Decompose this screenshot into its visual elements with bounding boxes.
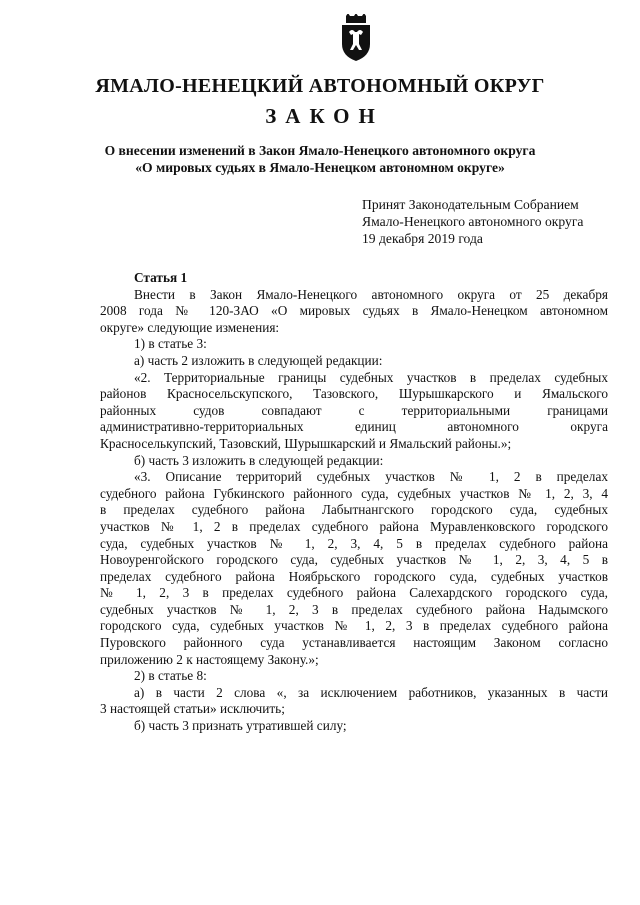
article-heading: Статья 1 <box>134 270 188 285</box>
subtitle-line: «О мировых судьях в Ямало-Ненецком автономном округе» <box>135 160 505 175</box>
article-text-line: судебного района Губкинского районного суда, судебных участков № 1, 2, 3, 4 <box>100 485 608 501</box>
article-body <box>100 270 608 735</box>
article-text-line: Красноселькупский, Тазовский, Шурышкарский и Ямальский районы.»; <box>100 435 512 451</box>
law-subtitle <box>0 142 640 176</box>
article-text-line: Внести в Закон Ямало-Ненецкого автономного округа от 25 декабря <box>134 286 608 302</box>
article-text-line: б) часть 3 изложить в следующей редакции: <box>134 452 384 468</box>
article-text-line: приложению 2 к настоящему Закону.»; <box>100 651 319 667</box>
article-text-line: Новоуренгойского городского суда, судебных участков № 1, 2, 3, 4, 5 в <box>100 552 608 568</box>
subtitle-line: О внесении изменений в Закон Ямало-Ненецкого автономного округа <box>104 143 536 158</box>
article-text-line: б) часть 3 признать утратившей силу; <box>134 718 347 734</box>
coat-of-arms-icon <box>337 14 375 62</box>
article-text-line: «3. Описание территорий судебных участков № 1, 2 в пределах <box>134 469 608 485</box>
adoption-line: Принят Законодательным Собранием <box>362 197 579 212</box>
article-text-line: районных судов совпадают с территориальными границами <box>100 402 608 418</box>
article-text-line: районов Красносельскупского, Тазовского, Шурышкарского и Ямальского <box>100 386 608 402</box>
adoption-line: Ямало-Ненецкого автономного округа <box>362 214 584 229</box>
adoption-date: 19 декабря 2019 года <box>362 231 483 246</box>
article-text-line: 1) в статье 3: <box>134 336 207 352</box>
article-text-line: 2008 года № 120-ЗАО «О мировых судьях в Ямало-Ненецком автономном <box>100 303 608 319</box>
article-text-line: округе» следующие изменения: <box>100 319 280 335</box>
article-text-line: «2. Территориальные границы судебных участков в пределах судебных <box>134 369 608 385</box>
article-text-line: 3 настоящей статьи» исключить; <box>100 701 285 717</box>
article-text-line: административно-территориальных единиц автономного округа <box>100 419 608 435</box>
article-text-line: пределах судебного района Ноябрьского городского суда, судебных участков <box>100 568 608 584</box>
article-text-line: а) часть 2 изложить в следующей редакции: <box>134 352 383 368</box>
article-text-line: а) в части 2 слова «, за исключением работников, указанных в части <box>134 684 608 700</box>
region-title: ЯМАЛО-НЕНЕЦКИЙ АВТОНОМНЫЙ ОКРУГ <box>95 75 545 97</box>
article-text-line: участков № 1, 2 в пределах судебного района Муравленковского городского <box>100 518 608 534</box>
document-type-title: ЗАКОН <box>265 104 384 128</box>
article-text-line: судебных участков № 1, 2, 3 в пределах судебного района Надымского <box>100 601 608 617</box>
article-text-line: в пределах судебного района Лабытнангского городского суда, судебных <box>100 502 608 518</box>
article-text-line: Пуровского районного суда устанавливается настоящим Законом согласно <box>100 635 608 651</box>
adoption-block <box>362 196 583 247</box>
article-lines <box>100 287 608 735</box>
article-text-line: городского суда, судебных участков № 1, 2, 3 в пределах судебного района <box>100 618 608 634</box>
article-text-line: № 1, 2, 3 в пределах судебного района Салехардского городского суда, <box>100 585 608 601</box>
article-text-line: суда, судебных участков № 1, 2, 3, 4, 5 в пределах судебного района <box>100 535 608 551</box>
article-text-line: 2) в статье 8: <box>134 668 207 684</box>
